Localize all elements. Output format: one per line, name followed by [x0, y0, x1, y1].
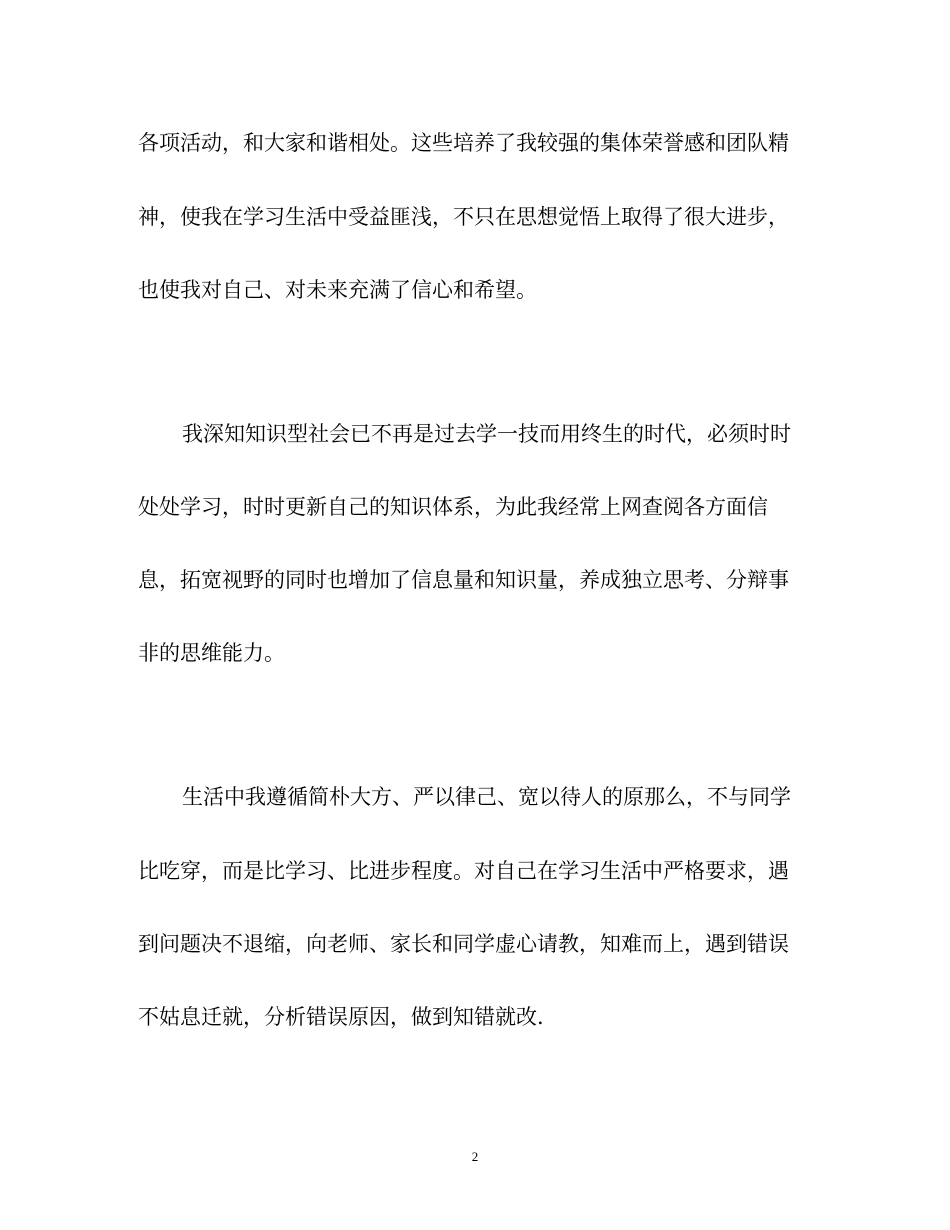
paragraph-1-line-3: 也使我对自己、对未来充满了信心和希望。	[138, 278, 537, 302]
paragraph-3-line-1: 生活中我遵循简朴大方、严以律己、宽以待人的原那么，不与同学	[182, 785, 791, 809]
paragraph-2-line-3: 息，拓宽视野的同时也增加了信息量和知识量，养成独立思考、分辩事	[138, 568, 789, 592]
paragraph-3-line-3: 到问题决不退缩，向老师、家长和同学虚心请教，知难而上，遇到错误	[138, 932, 789, 956]
paragraph-1-line-2: 神，使我在学习生活中受益匪浅，不只在思想觉悟上取得了很大进步，	[138, 205, 789, 229]
paragraph-2-line-4: 非的思维能力。	[138, 641, 285, 665]
paragraph-3-line-4: 不姑息迁就，分析错误原因，做到知错就改.	[138, 1005, 544, 1029]
paragraph-1-line-1: 各项活动，和大家和谐相处。这些培养了我较强的集体荣誉感和团队精	[138, 131, 789, 155]
paragraph-2-line-2: 处处学习，时时更新自己的知识体系，为此我经常上网查阅各方面信	[138, 495, 768, 519]
paragraph-2-line-1: 我深知知识型社会已不再是过去学一技而用终生的时代，必须时时	[182, 422, 791, 446]
paragraph-3-line-2: 比吃穿，而是比学习、比进步程度。对自己在学习生活中严格要求，遇	[138, 859, 789, 883]
page-number: 2	[471, 1149, 479, 1164]
